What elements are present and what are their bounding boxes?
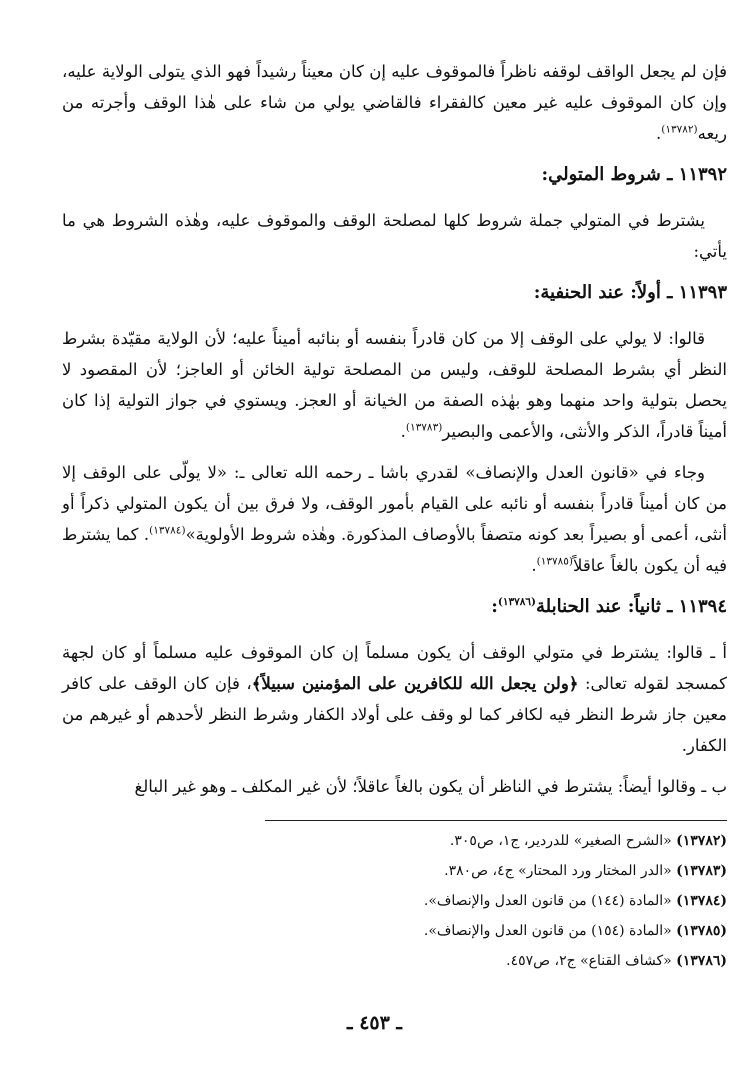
- paragraph-4-text-a: وجاء في «قانون العدل والإنصاف» لقدري باشا ـ رحمه الله تعالى ـ: «لا يولّى على الوقف إلا من كان أميناً قادراً بنفسه أو نائبه على القيام بأمور الوقف، ولا فرق بين أن يكون المتولي ذكراً أو أنثى، أعمى أو بصيراً بعد كونه متصفاً بالأوصاف المذكورة. وهٰذه شروط الأولوية»: [62, 463, 728, 544]
- footnote-ref[interactable]: (١٣٧٨٥): [536, 555, 574, 568]
- section-heading-1393: ١١٣٩٣ ـ أولاً: عند الحنفية:: [533, 282, 727, 303]
- paragraph-1: فإن لم يجعل الواقف لوقفه ناظراً فالموقوف عليه إن كان معيناً رشيداً فهو الذي يتولى الولاية عليه، وإن كان الموقوف عليه غير معين كالفقراء فالقاضي يولي من شاء على هٰذا الوقف وأجرته من ريعه$^{(١٣٧٨٢)}$.: [62, 62, 727, 143]
- footnote-number: (١٣٧٨٥): [676, 923, 727, 939]
- page-body: [62, 56, 727, 812]
- paragraph-4-text-b: . كما يشترط فيه أن يكون بالغاً عاقلاً: [62, 525, 727, 575]
- footnote-13782: [62, 828, 727, 854]
- footnote-text: «الشرح الصغير» للدردير، ج١، ص٣٠٥.: [449, 833, 672, 849]
- paragraph-3: قالوا: لا يولي على الوقف إلا من كان قادراً بنفسه أو بنائبه أميناً عليه؛ لأن الولاية مقيّدة بشرط النظر أي بشرط المصلحة للوقف، وليس من المصلحة تولية الخائن أو العاجز؛ لأن المقصود لا يحصل بتولية واحد منهما وهو بهٰذه الصفة من الخيانة أو العجز. ويستوي في جواز التولية إذا كان أميناً قادراً، الذكر والأنثى، والأعمى والبصير$^{(١٣٧٨٣)}$.: [62, 329, 727, 441]
- footnote-number: (١٣٧٨٤): [676, 893, 727, 909]
- page-number: ـ ٤٥٣ ـ: [347, 1012, 402, 1034]
- footnote-text: «كشاف القناع» ج٢، ص٤٥٧.: [506, 953, 672, 969]
- footnote-13783: [62, 858, 727, 884]
- paragraph-5-text-b: ، فإن كان الوقف على كافر معين جاز شرط النظر فيه لكافر كما لو وقف على أولاد الكفار وشرط النظر لأحدهم أو غيرهم من الكفار.: [62, 674, 727, 755]
- footnote-ref[interactable]: (١٣٧٨٣): [405, 421, 443, 434]
- paragraph-6: ب ـ وقالوا أيضاً: يشترط في الناظر أن يكون بالغاً عاقلاً؛ لأن غير المكلف ـ وهو غير البالغ: [134, 777, 727, 796]
- footnote-divider: [265, 820, 727, 821]
- footnote-text: «الدر المختار ورد المحتار» ج٤، ص٣٨٠.: [444, 863, 672, 879]
- section-heading-1392: ١١٣٩٢ ـ شروط المتولي:: [541, 164, 727, 185]
- paragraph-5: [62, 637, 727, 761]
- paragraph-1-text: فإن لم يجعل الواقف لوقفه ناظراً فالموقوف عليه إن كان معيناً رشيداً فهو الذي يتولى الولاية عليه، وإن كان الموقوف عليه غير معين كالفقراء فالقاضي يولي من شاء على هٰذا الوقف وأجرته من ريعه: [62, 62, 727, 143]
- footnote-ref[interactable]: (١٣٧٨٢): [661, 123, 698, 136]
- paragraph-5-text-a: أ ـ قالوا: يشترط في متولي الوقف أن يكون مسلماً إن كان الموقوف عليه مسلماً أو كان لجهة كمسجد لقوله تعالى:: [62, 643, 727, 693]
- footnote-number: (١٣٧٨٣): [676, 863, 727, 879]
- paragraph-2: يشترط في المتولي جملة شروط كلها لمصلحة الوقف والموقوف عليه، وهٰذه الشروط هي ما يأتي:: [62, 211, 727, 261]
- footnote-ref[interactable]: (١٣٧٨٦): [497, 596, 536, 608]
- paragraph-4: وجاء في «قانون العدل والإنصاف» لقدري باشا ـ رحمه الله تعالى ـ: «لا يولّى على الوقف إلا من كان أميناً قادراً بنفسه أو نائبه على القيام بأمور الوقف، ولا فرق بين أن يكون المتولي ذكراً أو أنثى، أعمى أو بصيراً بعد كونه متصفاً بالأوصاف المذكورة. وهٰذه شروط الأولوية»$^{(١٣٧٨٤)}$. كما يشترط فيه أن يكون بالغاً عاقلاً$^{(١٣٧٨٥)}$.: [62, 463, 728, 575]
- paragraph-3-text: قالوا: لا يولي على الوقف إلا من كان قادراً بنفسه أو بنائبه أميناً عليه؛ لأن الولاية مقيّدة بشرط النظر أي بشرط المصلحة للوقف، وليس من المصلحة تولية الخائن أو العاجز؛ لأن المقصود لا يحصل بتولية واحد منهما وهو بهٰذه الصفة من الخيانة أو العجز. ويستوي في جواز التولية إذا كان أميناً قادراً، الذكر والأنثى، والأعمى والبصير: [62, 329, 727, 441]
- footnote-number: (١٣٧٨٦): [676, 953, 727, 969]
- section-heading-1394-text: ١١٣٩٤ ـ ثانياً: عند الحنابلة: [535, 596, 727, 617]
- quran-verse: ﴿ولن يجعل الله للكافرين على المؤمنين سبيلاً﴾: [251, 674, 579, 693]
- footnote-text: «المادة (١٥٤) من قانون العدل والإنصاف».: [423, 923, 672, 939]
- footnote-13784: [62, 888, 727, 914]
- footnotes-section: [62, 828, 727, 978]
- footnote-13786: [62, 948, 727, 974]
- section-heading-1394: ١١٣٩٤ ـ ثانياً: عند الحنابلة$^{(١٣٧٨٦)}$:: [491, 596, 727, 617]
- footnote-ref[interactable]: (١٣٧٨٤): [149, 524, 186, 537]
- footnote-13785: [62, 918, 727, 944]
- footnote-number: (١٣٧٨٢): [676, 833, 727, 849]
- footnote-text: «المادة (١٤٤) من قانون العدل والإنصاف».: [423, 893, 672, 909]
